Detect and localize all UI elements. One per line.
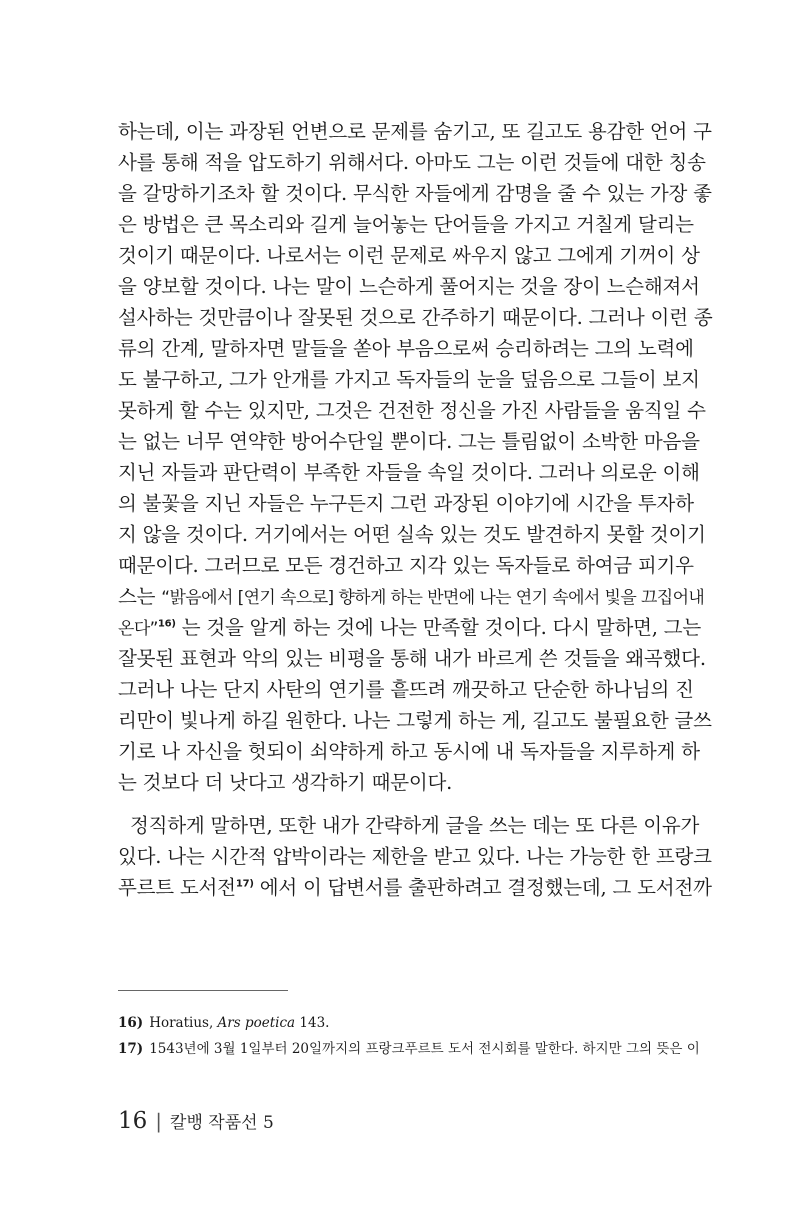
- text-line: 지 않을 것이다. 거기에서는 어떤 실속 있는 것도 발견하지 못할 것이기: [118, 523, 706, 546]
- text-line: 은 방법은 큰 목소리와 길게 늘어놓는 단어들을 가지고 거칠게 달리는: [118, 213, 694, 236]
- footnote-16: [118, 1010, 688, 1036]
- paragraph-1: [118, 116, 713, 798]
- footnote-number: 17): [118, 1041, 144, 1057]
- quote-line: [118, 581, 705, 612]
- footnote-number: 16): [118, 1015, 144, 1031]
- footnote-17: [118, 1036, 700, 1062]
- text-line: 설사하는 것만큼이나 잘못된 것으로 간주하기 때문이다. 그러나 이런 종: [118, 306, 713, 329]
- footer-separator: |: [155, 1109, 163, 1133]
- text-line: 잘못된 표현과 악의 있는 비평을 통해 내가 바르게 쓴 것들을 왜곡했다.: [118, 647, 706, 670]
- page-body: [118, 116, 713, 903]
- text-line: 것이기 때문이다. 나로서는 이런 문제로 싸우지 않고 그에게 기꺼이 상: [118, 244, 700, 267]
- text-line: 도 불구하고, 그가 안개를 가지고 독자들의 눈을 덮음으로 그들이 보지: [118, 368, 700, 391]
- footnote-italic-title: Ars poetica: [217, 1015, 296, 1031]
- footnote-text: Horatius,: [149, 1015, 218, 1031]
- quote-line-end: [118, 612, 702, 643]
- block-quote-text-end: 온다”: [118, 619, 158, 639]
- text-line: 그러나 나는 단지 사탄의 연기를 흩뜨려 깨끗하고 단순한 하나님의 진: [118, 678, 694, 701]
- block-quote-text: “밝음에서 [연기 속으로] 향하게 하는 반면에 나는 연기 속에서 빛을 끄집어내: [161, 588, 705, 608]
- text-line: 지닌 자들과 판단력이 부족한 자들을 속일 것이다. 그러나 의로운 이해: [118, 461, 700, 484]
- text-segment: 에서 이 답변서를 출판하려고 결정했는데, 그 도서전까: [253, 876, 712, 899]
- text-line: 리만이 빛나게 하길 원한다. 나는 그렇게 하는 게, 길고도 불필요한 글쓰: [118, 709, 712, 732]
- text-line: 을 갈망하기조차 할 것이다. 무식한 자들에게 감명을 줄 수 있는 가장 좋: [118, 182, 712, 205]
- text-line: 있다. 나는 시간적 압박이라는 제한을 받고 있다. 나는 가능한 한 프랑크: [118, 845, 712, 868]
- text-line: 하는데, 이는 과장된 언변으로 문제를 숨기고, 또 길고도 용감한 언어 구: [118, 120, 712, 143]
- quote-line-prefix: 스는: [118, 585, 162, 608]
- footnotes: [118, 1010, 700, 1062]
- text-line: 기로 나 자신을 헛되이 쇠약하게 하고 동시에 내 독자들을 지루하게 하: [118, 740, 700, 763]
- text-line: 정직하게 말하면, 또한 내가 간략하게 글을 쓰는 데는 또 다른 이유가: [130, 814, 700, 837]
- page-footer: [118, 1108, 274, 1134]
- footnote-ref-17[interactable]: 17): [235, 878, 254, 890]
- text-line: 못하게 할 수는 있지만, 그것은 건전한 정신을 가진 사람들을 움직일 수: [118, 399, 706, 422]
- footnote-ref-16[interactable]: 16): [157, 618, 176, 630]
- footnote-divider: [118, 990, 288, 991]
- footnote-text-after: 143.: [295, 1015, 330, 1031]
- text-line: 을 양보할 것이다. 나는 말이 느슨하게 풀어지는 것을 장이 느슨해져서: [118, 275, 700, 298]
- text-line: 는 것보다 더 낫다고 생각하기 때문이다.: [118, 771, 453, 794]
- text-line: 사를 통해 적을 압도하기 위해서다. 아마도 그는 이런 것들에 대한 칭송: [118, 151, 706, 174]
- page-number: 16: [118, 1108, 148, 1134]
- text-line: 의 불꽃을 지닌 자들은 누구든지 그런 과장된 이야기에 시간을 투자하: [118, 492, 694, 515]
- text-segment: 푸르트 도서전: [118, 876, 236, 899]
- text-line: [118, 872, 712, 903]
- paragraph-2: [118, 810, 712, 903]
- text-after-quote: 는 것을 알게 하는 것에 나는 만족할 것이다. 다시 말하면, 그는: [175, 616, 702, 639]
- text-line: 류의 간계, 말하자면 말들을 쏟아 부음으로써 승리하려는 그의 노력에: [118, 337, 694, 360]
- footnote-text: 1543년에 3월 1일부터 20일까지의 프랑크푸르트 도서 전시회를 말한다. 하지만 그의 뜻은 이: [149, 1041, 700, 1057]
- book-title: 칼뱅 작품선 5: [170, 1113, 274, 1133]
- text-line: 는 없는 너무 연약한 방어수단일 뿐이다. 그는 틀림없이 소박한 마음을: [118, 430, 700, 453]
- text-line: 때문이다. 그러므로 모든 경건하고 지각 있는 독자들로 하여금 피기우: [118, 554, 694, 577]
